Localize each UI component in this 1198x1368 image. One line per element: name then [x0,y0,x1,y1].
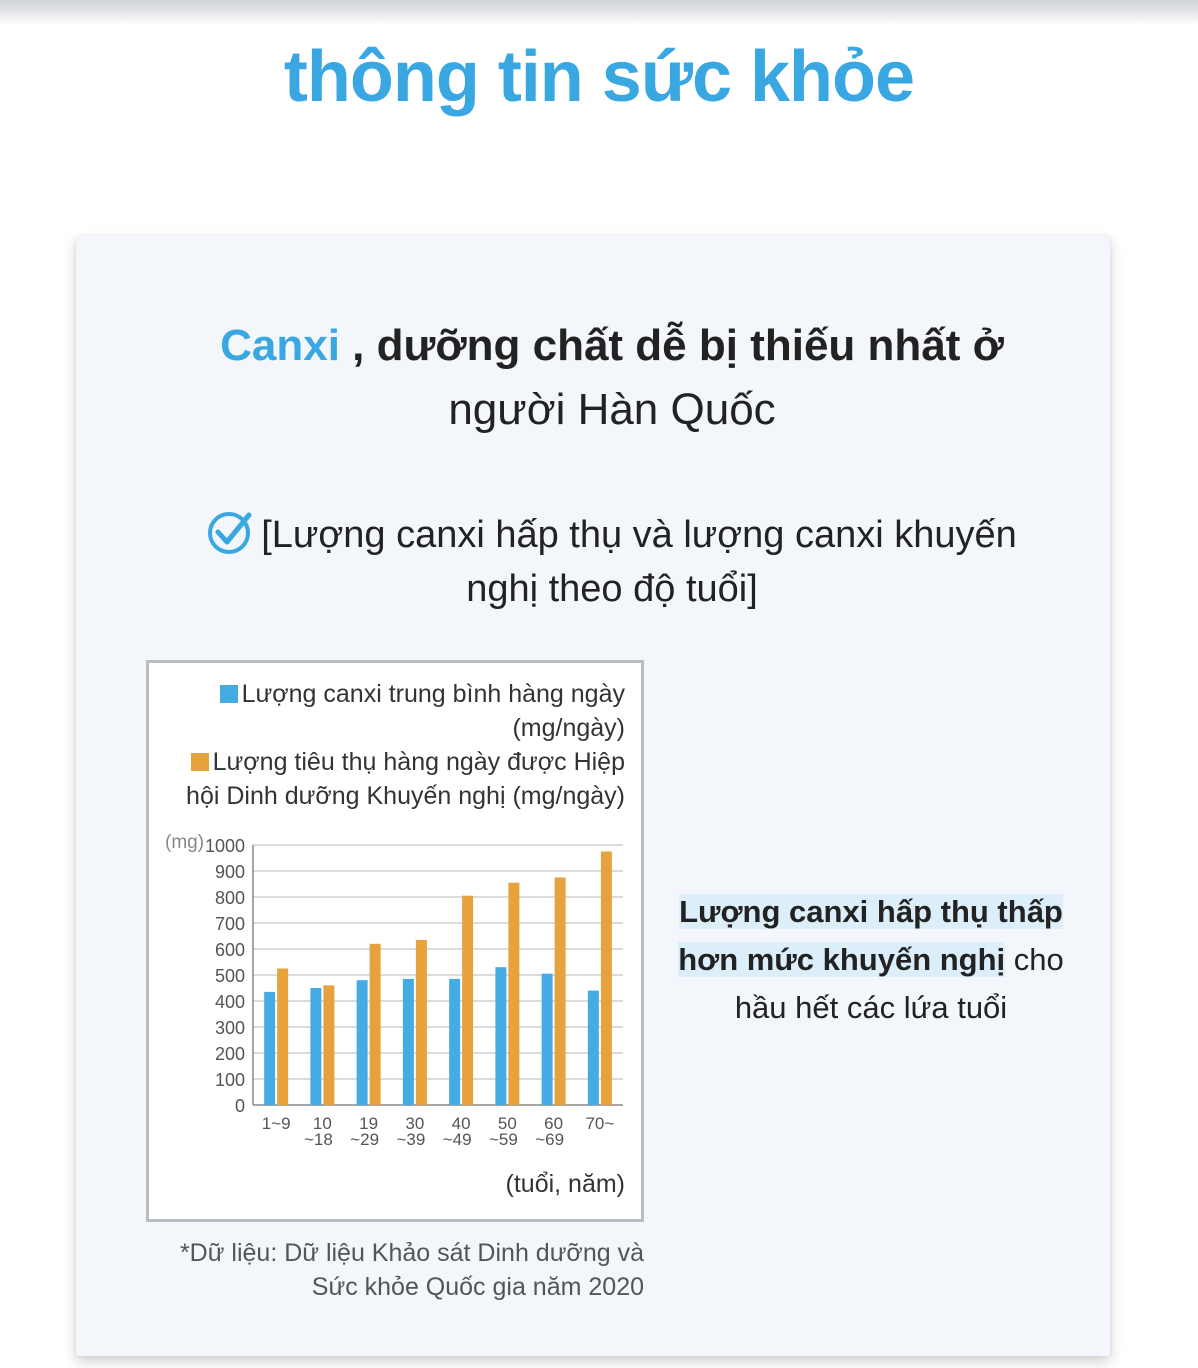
x-tick-label: 19 [359,1114,379,1133]
source-line-1: *Dữ liệu: Dữ liệu Khảo sát Dinh dưỡng và [179,1239,644,1267]
bar-orange [277,969,288,1106]
x-tick-label: 10 [312,1114,332,1133]
headline-bold: , dưỡng chất dễ bị thiếu nhất ở [339,321,1004,370]
summary-highlight: Lượng canxi hấp thụ thấp hơn mức khuyến nghị [678,894,1063,977]
x-tick-label: ~29 [350,1130,380,1149]
x-tick-label: ~18 [303,1130,333,1149]
y-tick-label: 400 [214,992,245,1012]
bar-orange [416,940,427,1105]
y-tick-label: 100 [214,1070,245,1090]
y-tick-label: 300 [214,1018,245,1038]
headline-plain: người Hàn Quốc [448,385,776,434]
y-tick-label: 200 [214,1044,245,1064]
bar-blue [264,992,275,1105]
top-shadow [0,0,1198,26]
summary-note [676,888,1066,1032]
bar-blue [357,980,368,1105]
headline-accent: Canxi [220,321,340,370]
bar-orange [370,944,381,1105]
bar-blue [403,979,414,1105]
summary-rest: cho hầu hết các lứa tuổi [734,942,1064,1025]
x-tick-label: ~69 [535,1130,565,1149]
x-tick-label: 30 [405,1114,425,1133]
y-tick-label: 0 [234,1096,245,1116]
bar-orange [601,852,612,1106]
x-tick-label: ~49 [442,1130,472,1149]
y-tick-label: 500 [214,966,245,986]
x-tick-label: ~59 [488,1130,518,1149]
x-tick-label: 1~9 [261,1114,291,1133]
bar-chart [149,663,641,1219]
legend-label-orange: Lượng tiêu thụ hàng ngày được Hiệp hội Dinh dưỡng Khuyến nghị (mg/ngày) [186,748,625,810]
legend-label-blue: Lượng canxi trung bình hàng ngày (mg/ngày) [241,680,625,742]
y-tick-label: 600 [214,940,245,960]
bar-orange [323,985,334,1105]
x-tick-label: ~39 [396,1130,426,1149]
bar-orange [462,896,473,1105]
source-line-2: Sức khỏe Quốc gia năm 2020 [311,1273,644,1301]
bar-blue [495,967,506,1105]
bar-orange [508,883,519,1105]
chart-heading-text: Lượng canxi hấp thụ và lượng canxi khuyến nghị theo độ tuổi [271,514,1017,610]
chart-heading [172,508,1052,616]
bar-blue [542,974,553,1105]
y-tick-label: 1000 [204,836,245,856]
chart-panel [146,660,644,1222]
info-card [76,236,1110,1356]
bar-blue [449,979,460,1105]
y-tick-label: 800 [214,888,245,908]
bar-orange [555,878,566,1106]
source-note [146,1236,644,1304]
chart-heading-close: ] [747,568,758,610]
check-circle-icon [207,509,253,555]
y-axis-unit: (mg) [165,832,205,853]
page-title: thông tin sức khỏe [283,37,915,117]
headline [172,314,1052,442]
x-tick-label: 50 [497,1114,517,1133]
x-tick-label: 60 [544,1114,564,1133]
y-tick-label: 700 [214,914,245,934]
bar-blue [588,991,599,1105]
bar-blue [310,988,321,1105]
y-tick-label: 900 [214,862,245,882]
x-tick-label: 40 [451,1114,471,1133]
chart-heading-open: [ [261,514,272,556]
x-axis-unit: (tuổi, năm) [505,1170,625,1198]
x-tick-label: 70~ [585,1114,615,1133]
